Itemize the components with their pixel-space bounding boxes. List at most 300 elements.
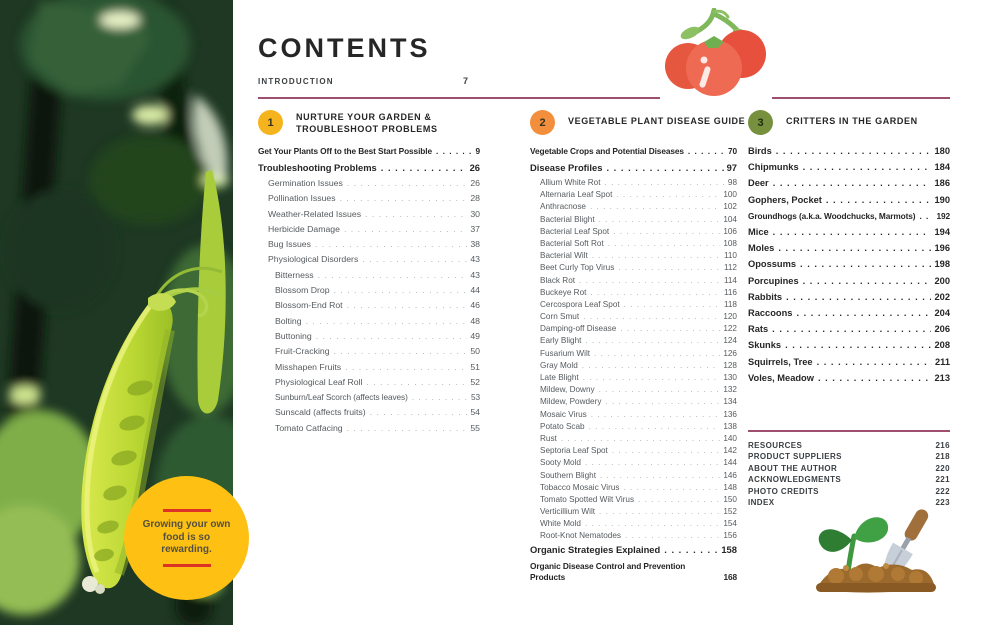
toc-entry-label: Verticillium Wilt bbox=[540, 507, 596, 517]
section-1-title: NURTURE YOUR GARDEN & TROUBLESHOOT PROBLEMS bbox=[296, 112, 438, 134]
dot-leader bbox=[605, 179, 725, 188]
toc-entry bbox=[258, 301, 480, 311]
toc-entry bbox=[748, 227, 950, 237]
toc-entry-page: 124 bbox=[723, 336, 737, 346]
toc-entry-label: Sooty Mold bbox=[540, 458, 581, 468]
badge-rule-bottom bbox=[163, 564, 211, 567]
toc-entry-label: Physiological Leaf Roll bbox=[275, 376, 363, 387]
dot-leader bbox=[919, 211, 933, 221]
dot-leader bbox=[785, 340, 931, 350]
toc-entry-page: 51 bbox=[470, 361, 480, 372]
toc-entry-label: Gray Mold bbox=[540, 360, 578, 370]
dot-leader bbox=[599, 216, 721, 225]
section-3-header bbox=[748, 110, 950, 137]
toc-entry bbox=[748, 340, 950, 350]
dot-leader bbox=[599, 508, 720, 517]
toc-entry bbox=[530, 508, 737, 517]
trowel-illustration bbox=[812, 504, 940, 594]
toc-entry bbox=[748, 308, 950, 318]
toc-entry-page: 106 bbox=[723, 226, 737, 236]
toc-entry-page: 156 bbox=[723, 531, 737, 541]
dot-leader bbox=[773, 227, 932, 237]
toc-entry-page: 144 bbox=[723, 458, 737, 468]
toc-entry-label: Bug Issues bbox=[268, 239, 311, 250]
section-2-entries bbox=[530, 146, 737, 582]
toc-entry-page: 98 bbox=[727, 178, 737, 187]
dot-leader bbox=[590, 203, 720, 212]
toc-entry bbox=[748, 178, 950, 188]
dot-leader bbox=[803, 162, 932, 172]
toc-entry-page: 223 bbox=[935, 497, 950, 507]
dot-leader bbox=[594, 350, 720, 359]
toc-entry-label: Bacterial Soft Rot bbox=[540, 238, 604, 248]
toc-entry-label: Weather-Related Issues bbox=[268, 208, 362, 219]
dot-leader bbox=[591, 411, 721, 420]
section-2-number-badge: 2 bbox=[530, 110, 555, 135]
toc-entry-label: Beet Curly Top Virus bbox=[540, 263, 615, 273]
toc-entry-page: 116 bbox=[723, 287, 737, 297]
toc-entry-label: Opossums bbox=[748, 259, 797, 270]
dot-leader bbox=[589, 423, 721, 432]
toc-entry-label: Allium White Rot bbox=[540, 178, 601, 187]
toc-entry bbox=[530, 179, 737, 188]
toc-entry-page: 108 bbox=[723, 238, 737, 248]
toc-entry bbox=[530, 252, 737, 261]
toc-entry bbox=[530, 423, 737, 432]
toc-entry-label: Bolting bbox=[275, 315, 302, 326]
toc-entry bbox=[530, 435, 737, 444]
toc-entry-label: Fusarium Wilt bbox=[540, 348, 591, 358]
dot-leader bbox=[590, 289, 721, 298]
toc-entry-page: 216 bbox=[935, 441, 950, 450]
toc-entry bbox=[530, 386, 737, 395]
dot-leader bbox=[688, 146, 725, 157]
toc-entry bbox=[748, 259, 950, 269]
dot-leader bbox=[583, 374, 721, 383]
toc-entry-page: 9 bbox=[475, 146, 480, 156]
section-2-column bbox=[530, 110, 746, 588]
toc-entry-label: Buttoning bbox=[275, 330, 312, 341]
dot-leader bbox=[818, 373, 932, 383]
toc-entry bbox=[530, 496, 737, 505]
toc-entry-label: Chipmunks bbox=[748, 162, 799, 173]
toc-entry-page: 130 bbox=[723, 373, 737, 382]
toc-entry-page: 30 bbox=[470, 208, 480, 219]
toc-entry bbox=[258, 286, 480, 296]
header-rule-right bbox=[772, 97, 950, 99]
toc-entry bbox=[530, 561, 737, 582]
dot-leader bbox=[412, 393, 468, 403]
dot-leader bbox=[616, 191, 720, 200]
toc-entry bbox=[748, 162, 950, 172]
toc-entry-label: Bacterial Leaf Spot bbox=[540, 226, 610, 236]
dot-leader bbox=[606, 163, 723, 174]
toc-entry bbox=[530, 240, 737, 249]
toc-entry-page: 206 bbox=[934, 324, 950, 335]
dot-leader bbox=[347, 424, 468, 434]
toc-entry-label: INDEX bbox=[748, 497, 775, 507]
dot-leader bbox=[582, 362, 721, 371]
header-rule-left bbox=[258, 97, 660, 99]
toc-entry bbox=[258, 255, 480, 265]
toc-entry bbox=[748, 195, 950, 205]
toc-entry bbox=[258, 163, 480, 174]
toc-entry-label: Moles bbox=[748, 243, 775, 254]
toc-entry-page: 146 bbox=[723, 470, 737, 480]
toc-entry bbox=[530, 163, 737, 174]
toc-entry-label: Buckeye Rot bbox=[540, 287, 587, 297]
toc-entry bbox=[530, 411, 737, 420]
dot-leader bbox=[583, 313, 720, 322]
toc-entry bbox=[530, 337, 737, 346]
toc-entry-page: 112 bbox=[723, 263, 737, 273]
toc-entry-page: 49 bbox=[470, 330, 480, 341]
toc-entry-label: Bitterness bbox=[275, 269, 314, 280]
toc-entry-page: 213 bbox=[934, 372, 950, 383]
section-1-entries bbox=[258, 146, 480, 433]
toc-entry-label: Germination Issues bbox=[268, 178, 343, 188]
toc-entry-page: 222 bbox=[935, 486, 950, 496]
introduction-entry bbox=[258, 76, 468, 86]
dot-leader bbox=[381, 163, 467, 174]
toc-entry-label: ABOUT THE AUTHOR bbox=[748, 463, 838, 473]
toc-entry-label: White Mold bbox=[540, 519, 581, 529]
dot-leader bbox=[800, 259, 931, 269]
dot-leader bbox=[600, 472, 720, 481]
toc-entry-label: Septoria Leaf Spot bbox=[540, 446, 608, 456]
toc-entry-label: Tomato Spotted Wilt Virus bbox=[540, 494, 635, 504]
dot-leader bbox=[664, 545, 718, 556]
toc-entry bbox=[530, 277, 737, 286]
toc-entry-label: Southern Blight bbox=[540, 470, 596, 480]
toc-entry bbox=[258, 210, 480, 220]
toc-entry-page: 43 bbox=[470, 254, 480, 265]
toc-entry-page: 142 bbox=[723, 446, 737, 456]
toc-entry-page: 198 bbox=[934, 259, 950, 270]
toc-entry-page: 211 bbox=[935, 356, 950, 367]
section-3-entries bbox=[748, 146, 950, 383]
toc-entry-label: Tomato Catfacing bbox=[275, 422, 343, 433]
section-2-title: VEGETABLE PLANT DISEASE GUIDE bbox=[568, 116, 746, 126]
toc-entry bbox=[258, 393, 480, 403]
toc-entry-page: 70 bbox=[727, 146, 737, 156]
toc-entry-page: 128 bbox=[723, 360, 737, 370]
toc-entry-label: Late Blight bbox=[540, 373, 579, 382]
toc-entry-label: Misshapen Fruits bbox=[275, 361, 342, 372]
quote-badge bbox=[124, 476, 249, 600]
back-matter bbox=[748, 430, 950, 510]
toc-entry-label: PRODUCT SUPPLIERS bbox=[748, 452, 842, 462]
toc-entry-label: ACKNOWLEDGMENTS bbox=[748, 475, 842, 485]
toc-entry-label: Organic Strategies Explained bbox=[530, 543, 661, 555]
section-3-number-badge: 3 bbox=[748, 110, 773, 135]
toc-entry bbox=[530, 191, 737, 200]
toc-entry-page: 218 bbox=[935, 452, 950, 462]
dot-leader bbox=[345, 363, 467, 373]
section-3-column bbox=[748, 110, 950, 389]
toc-entry-page: 168 bbox=[723, 571, 737, 582]
toc-entry-page: 158 bbox=[721, 543, 737, 555]
dot-leader bbox=[608, 240, 721, 249]
dot-leader bbox=[599, 386, 721, 395]
toc-entry bbox=[258, 378, 480, 388]
toc-entry bbox=[748, 373, 950, 383]
dot-leader bbox=[803, 276, 932, 286]
toc-entry-label: Early Blight bbox=[540, 336, 582, 346]
toc-entry-label: Mildew, Powdery bbox=[540, 397, 602, 407]
toc-entry-label: Rabbits bbox=[748, 291, 783, 302]
toc-entry bbox=[748, 243, 950, 253]
toc-entry-page: 186 bbox=[934, 178, 950, 189]
toc-entry bbox=[258, 240, 480, 250]
toc-entry-label: Blossom Drop bbox=[275, 285, 330, 296]
toc-entry-page: 221 bbox=[935, 475, 950, 485]
dot-leader bbox=[605, 398, 720, 407]
dot-leader bbox=[315, 240, 467, 250]
toc-entry-label: Rust bbox=[540, 433, 557, 443]
dot-leader bbox=[585, 520, 720, 529]
toc-entry bbox=[530, 374, 737, 383]
toc-entry-page: 190 bbox=[934, 194, 950, 205]
toc-entry-label: Blossom-End Rot bbox=[275, 300, 343, 311]
toc-entry bbox=[258, 194, 480, 204]
toc-entry-page: 196 bbox=[934, 243, 950, 254]
toc-entry bbox=[748, 324, 950, 334]
toc-entry-label: Black Rot bbox=[540, 275, 576, 285]
toc-entry bbox=[748, 211, 950, 221]
toc-entry-page: 126 bbox=[723, 348, 737, 358]
toc-entry bbox=[748, 292, 950, 302]
toc-entry bbox=[530, 484, 737, 493]
toc-entry-label: Root-Knot Nematodes bbox=[540, 531, 622, 541]
dot-leader bbox=[585, 337, 720, 346]
toc-entry-page: 53 bbox=[470, 392, 480, 403]
dot-leader bbox=[826, 195, 932, 205]
toc-entry bbox=[530, 325, 737, 334]
toc-entry-label: Mice bbox=[748, 227, 769, 238]
toc-entry bbox=[530, 520, 737, 529]
toc-entry bbox=[258, 424, 480, 434]
toc-entry-label: Sunburn/Leaf Scorch (affects leaves) bbox=[275, 392, 408, 403]
dot-leader bbox=[620, 325, 720, 334]
toc-entry bbox=[258, 225, 480, 235]
dot-leader bbox=[561, 435, 720, 444]
toc-entry-page: 200 bbox=[934, 275, 950, 286]
toc-entry-page: 192 bbox=[936, 210, 950, 221]
toc-entry-page: 102 bbox=[723, 202, 737, 212]
toc-entry-page: 180 bbox=[934, 146, 950, 156]
toc-entry-label: Bacterial Blight bbox=[540, 214, 595, 224]
dot-leader bbox=[340, 194, 468, 204]
toc-entry bbox=[748, 453, 950, 462]
toc-entry-page: 44 bbox=[470, 285, 480, 296]
dot-leader bbox=[365, 210, 467, 220]
toc-entry-label: Physiological Disorders bbox=[268, 254, 359, 265]
toc-entry-page: 28 bbox=[470, 193, 480, 204]
toc-entry bbox=[258, 271, 480, 281]
badge-text: Growing your own food is so rewarding. bbox=[142, 519, 231, 556]
toc-entry-page: 154 bbox=[723, 519, 737, 529]
toc-entry bbox=[530, 545, 737, 556]
dot-leader bbox=[773, 178, 932, 188]
toc-entry-page: 43 bbox=[470, 269, 480, 280]
toc-entry bbox=[530, 203, 737, 212]
toc-entry-label: Potato Scab bbox=[540, 421, 585, 431]
dot-leader bbox=[334, 347, 468, 357]
dot-leader bbox=[612, 447, 721, 456]
dot-leader bbox=[585, 459, 720, 468]
dot-leader bbox=[638, 496, 720, 505]
toc-entry-label: Rats bbox=[748, 324, 769, 335]
toc-entry-label: Anthracnose bbox=[540, 202, 586, 212]
dot-leader bbox=[436, 146, 473, 157]
toc-entry-label: Damping-off Disease bbox=[540, 324, 617, 334]
dot-leader bbox=[817, 357, 932, 367]
toc-entry-label: Deer bbox=[748, 178, 769, 189]
dot-leader bbox=[334, 286, 468, 296]
dot-leader bbox=[318, 271, 468, 281]
dot-leader bbox=[613, 228, 720, 237]
toc-entry-page: 150 bbox=[723, 494, 737, 504]
toc-entry bbox=[530, 398, 737, 407]
toc-entry-page: 52 bbox=[470, 376, 480, 387]
toc-entry bbox=[530, 459, 737, 468]
toc-entry-label: Birds bbox=[748, 146, 772, 156]
toc-entry-page: 148 bbox=[723, 482, 737, 492]
toc-entry-label: PHOTO CREDITS bbox=[748, 486, 819, 496]
dot-leader bbox=[592, 252, 721, 261]
toc-entry-page: 100 bbox=[723, 190, 737, 200]
toc-entry-page: 208 bbox=[934, 340, 950, 351]
toc-entry bbox=[748, 488, 950, 497]
toc-entry bbox=[748, 476, 950, 485]
toc-entry-page: 136 bbox=[723, 409, 737, 419]
toc-entry-page: 104 bbox=[723, 214, 737, 224]
dot-leader bbox=[306, 317, 468, 327]
toc-entry-label: Organic Disease Control and Prevention Products bbox=[530, 561, 686, 582]
toc-entry bbox=[530, 146, 737, 157]
back-matter-entries bbox=[748, 442, 950, 508]
toc-entry-label: Vegetable Crops and Potential Diseases bbox=[530, 146, 684, 156]
toc-entry bbox=[258, 347, 480, 357]
toc-entry-label: RESOURCES bbox=[748, 441, 803, 450]
dot-leader bbox=[347, 301, 468, 311]
toc-entry bbox=[530, 447, 737, 456]
toc-entry-label: Raccoons bbox=[748, 308, 793, 319]
toc-entry-label: Fruit-Cracking bbox=[275, 346, 330, 357]
toc-entry-page: 140 bbox=[723, 433, 737, 443]
dot-leader bbox=[347, 179, 467, 189]
toc-entry-label: Skunks bbox=[748, 340, 782, 351]
toc-entry-page: 152 bbox=[723, 507, 737, 517]
dot-leader bbox=[778, 243, 931, 253]
toc-entry bbox=[530, 301, 737, 310]
section-1-header bbox=[258, 110, 480, 137]
toc-entry-page: 122 bbox=[723, 324, 737, 334]
toc-entry bbox=[530, 264, 737, 273]
toc-entry-page: 55 bbox=[470, 422, 480, 433]
dot-leader bbox=[796, 308, 931, 318]
toc-entry bbox=[530, 472, 737, 481]
section-2-header bbox=[530, 110, 746, 137]
dot-leader bbox=[625, 532, 720, 541]
toc-entry-page: 118 bbox=[723, 299, 737, 309]
toc-entry bbox=[258, 363, 480, 373]
toc-entry-page: 184 bbox=[934, 162, 950, 173]
dot-leader bbox=[786, 292, 931, 302]
toc-entry-label: Herbicide Damage bbox=[268, 223, 340, 234]
toc-entry-label: Pollination Issues bbox=[268, 193, 336, 204]
toc-entry-label: Troubleshooting Problems bbox=[258, 161, 377, 173]
toc-entry-page: 110 bbox=[723, 251, 737, 261]
dot-leader bbox=[624, 301, 721, 310]
toc-entry-label: Tobacco Mosaic Virus bbox=[540, 482, 620, 492]
toc-entry bbox=[530, 228, 737, 237]
toc-entry-page: 220 bbox=[935, 463, 950, 473]
tomatoes-icon bbox=[662, 8, 766, 100]
seedling-trowel-icon bbox=[812, 504, 940, 594]
toc-entry bbox=[530, 313, 737, 322]
section-3-title: CRITTERS IN THE GARDEN bbox=[786, 116, 918, 126]
toc-entry-label: Groundhogs (a.k.a. Woodchucks, Marmots) bbox=[748, 210, 916, 221]
toc-entry bbox=[258, 332, 480, 342]
toc-entry-label: Porcupines bbox=[748, 275, 799, 286]
toc-entry bbox=[530, 362, 737, 371]
dot-leader bbox=[362, 255, 467, 265]
introduction-page: 7 bbox=[462, 76, 468, 86]
toc-entry-label: Disease Profiles bbox=[530, 161, 603, 173]
introduction-label: INTRODUCTION bbox=[258, 77, 334, 86]
toc-entry-page: 37 bbox=[470, 223, 480, 234]
toc-entry-page: 194 bbox=[934, 227, 950, 238]
toc-entry-page: 120 bbox=[723, 312, 737, 322]
dot-leader bbox=[776, 146, 932, 156]
toc-entry-label: Gophers, Pocket bbox=[748, 194, 822, 205]
toc-entry bbox=[530, 350, 737, 359]
toc-entry bbox=[748, 357, 950, 367]
toc-entry-page: 46 bbox=[470, 300, 480, 311]
toc-entry-page: 97 bbox=[726, 161, 737, 173]
toc-entry-label: Bacterial Wilt bbox=[540, 251, 588, 261]
toc-entry-page: 26 bbox=[470, 178, 480, 188]
section-1-number-badge: 1 bbox=[258, 110, 283, 135]
toc-entry-label: Corn Smut bbox=[540, 312, 580, 322]
dot-leader bbox=[316, 332, 468, 342]
toc-entry bbox=[530, 216, 737, 225]
toc-entry-page: 138 bbox=[723, 421, 737, 431]
toc-entry bbox=[258, 408, 480, 418]
toc-entry-page: 204 bbox=[934, 308, 950, 319]
dot-leader bbox=[772, 324, 931, 334]
toc-entry-label: Squirrels, Tree bbox=[748, 356, 813, 367]
toc-entry-page: 114 bbox=[723, 275, 737, 285]
toc-entry-label: Get Your Plants Off to the Best Start Possible bbox=[258, 146, 432, 156]
toc-entry bbox=[748, 442, 950, 451]
dot-leader bbox=[344, 225, 467, 235]
toc-entry-label: Cercospora Leaf Spot bbox=[540, 299, 620, 309]
toc-entry-page: 50 bbox=[470, 346, 480, 357]
toc-entry-label: Voles, Meadow bbox=[748, 372, 814, 383]
section-1-column bbox=[258, 110, 480, 439]
dot-leader bbox=[366, 378, 467, 388]
toc-entry bbox=[258, 317, 480, 327]
dot-leader bbox=[370, 408, 468, 418]
toc-entry bbox=[530, 532, 737, 541]
toc-entry-page: 202 bbox=[934, 291, 950, 302]
badge-rule-top bbox=[163, 509, 211, 512]
toc-entry bbox=[748, 146, 950, 156]
toc-entry-page: 48 bbox=[470, 315, 480, 326]
